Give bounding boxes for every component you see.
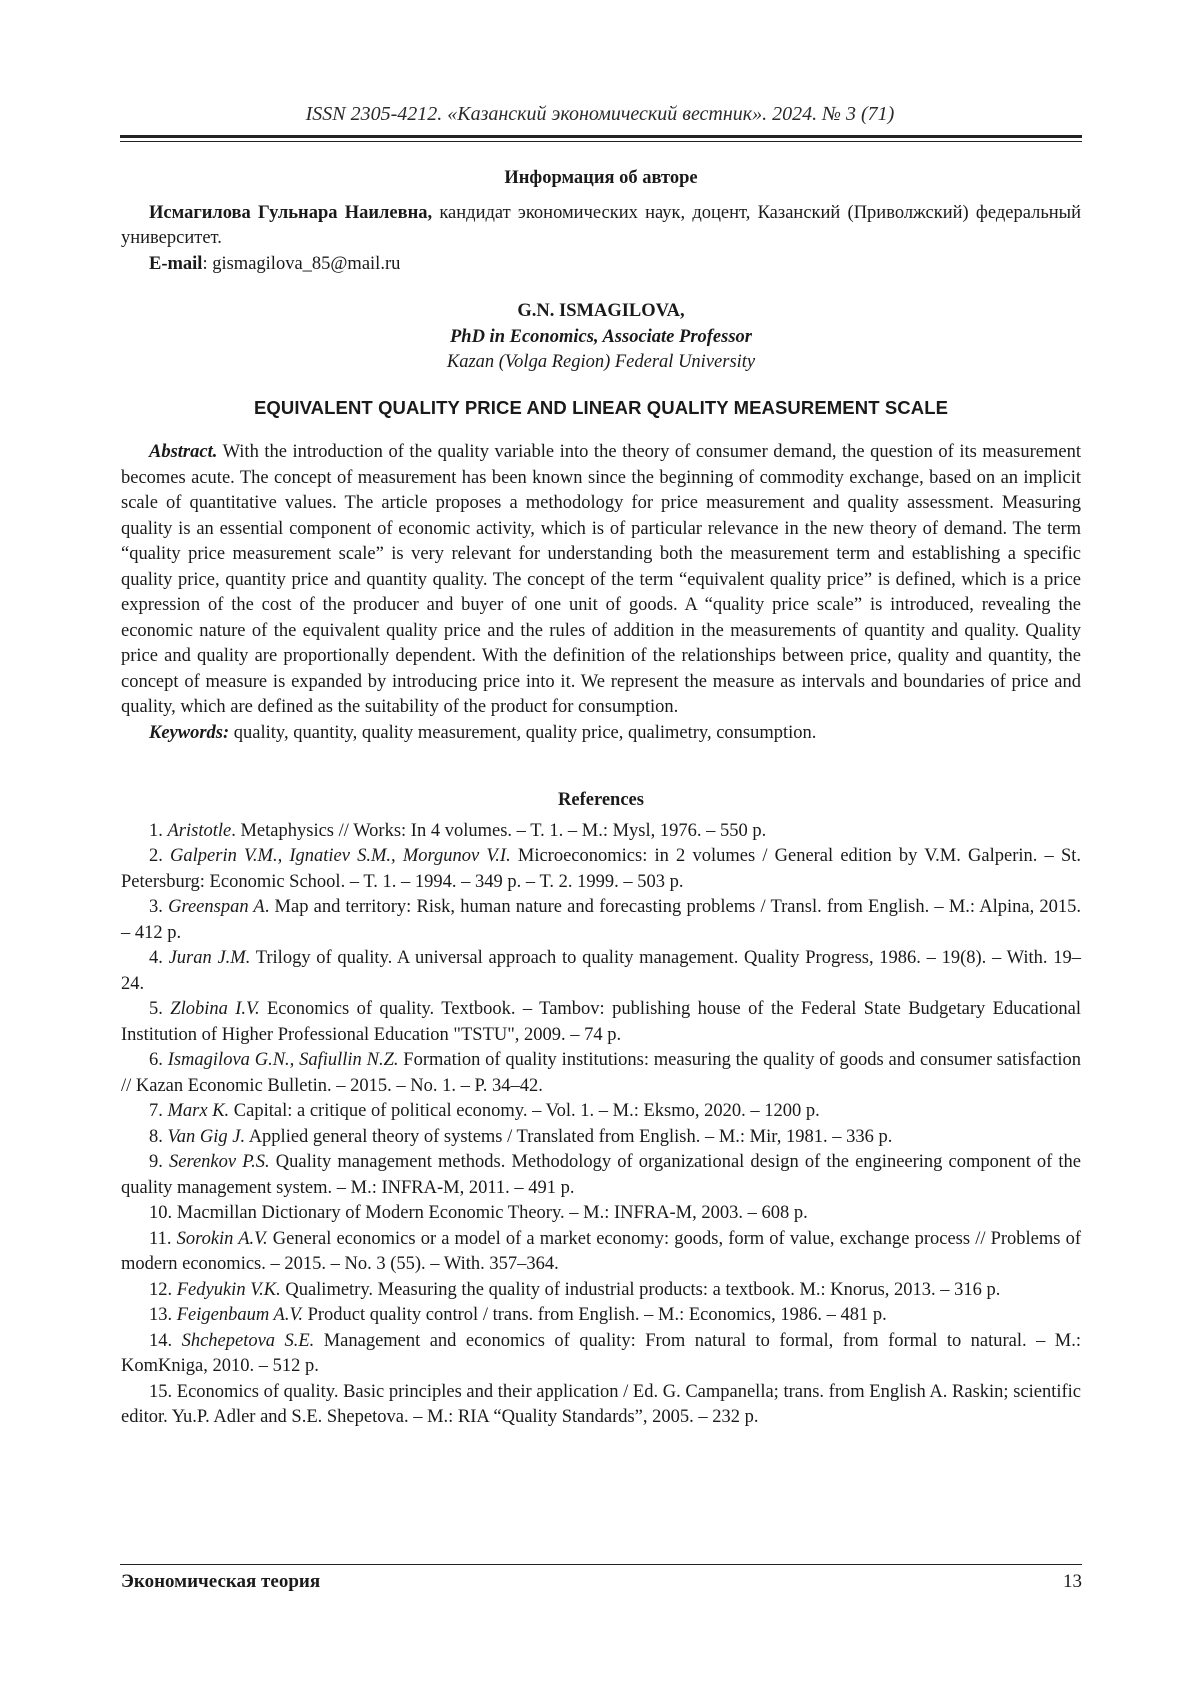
reference-text: General economics or a model of a market economy: goods, form of value, exchange process // Problems of modern economics. – 2015. – No. 3 (55). – With. 357–364. <box>121 1228 1082 1274</box>
reference-number: 4. <box>149 948 169 968</box>
reference-text: . Map and territory: Risk, human nature and forecasting problems / Transl. from English. – M.: Alpina, 2015. – 412 p. <box>121 897 1082 943</box>
reference-text: Management and economics of quality: From natural to formal, from formal to natural. – M.: KomKniga, 2010. – 512 p. <box>121 1330 1081 1376</box>
abstract-text: With the introduction of the quality variable into the theory of consumer demand, the question of its measurement becomes acute. The concept of measurement has been known since the beginning of commodity exchange, based on an implicit scale of quantitative values. The article proposes a methodology for price measurement and quality assessment. Measuring quality is an essential component of economic activity, which is of particular relevance in the new theory of demand. The term “quality price measurement scale” is very relevant for understanding both the measurement term and establishing a specific quality price, quantity price and quantity quality. The concept of the term “equivalent quality price” is defined, which is a price expression of the cost of the producer and buyer of one unit of goods. A “quality price scale” is introduced, revealing the economic nature of the equivalent quality price and the rules of addition in the measurements of quantity and quality. Quality price and quality are proportionally dependent. With the definition of the relationships between price, quality and quantity, the concept of measure is expanded by introducing price into it. We represent the measure as intervals and boundaries of price and quality, which are defined as the suitability of the product for consumption. <box>121 442 1081 717</box>
abstract-paragraph <box>121 440 1081 721</box>
reference-item <box>121 1150 1081 1201</box>
reference-text: Macmillan Dictionary of Modern Economic Theory. – M.: INFRA-M, 2003. – 608 p. <box>176 1203 808 1223</box>
author-info-paragraph <box>121 201 1081 252</box>
reference-item <box>121 1201 1081 1227</box>
header-rule-thin <box>120 141 1082 142</box>
references-heading: References <box>558 790 644 810</box>
abstract-label: Abstract. <box>149 442 218 462</box>
reference-number: 15. <box>149 1381 177 1402</box>
reference-text: Economics of quality. Textbook. – Tambov: publishing house of the Federal State Budgetary Educational Institution of Higher Professional Education "TSTU", 2009. – 74 p. <box>121 999 1082 1045</box>
reference-author: Greenspan A <box>168 897 265 917</box>
reference-item <box>121 844 1081 895</box>
author-degree-en: PhD in Economics, Associate Professor <box>449 326 752 347</box>
reference-author: Ismagilova G.N., Safiullin N.Z. <box>167 1050 399 1070</box>
reference-number: 2. <box>149 846 171 866</box>
reference-text: Quality management methods. Methodology of organizational design of the engineering component of the quality management system. – M.: INFRA-M, 2011. – 491 p. <box>121 1152 1081 1198</box>
reference-number: 7. <box>149 1101 168 1121</box>
footer-rule <box>120 1564 1082 1565</box>
footer-section-title: Экономическая теория <box>121 1571 321 1592</box>
reference-item <box>121 946 1081 997</box>
reference-text: Trilogy of quality. A universal approach to quality management. Quality Progress, 1986. – 19(8). – With. 19–24. <box>121 948 1081 994</box>
reference-number: 14. <box>149 1330 182 1351</box>
reference-author: Galperin V.M., Ignatiev S.M., Morgunov V.I. <box>170 846 511 866</box>
reference-text: Economics of quality. Basic principles and their application / Ed. G. Campanella; trans. from English A. Raskin; scientific editor. Yu.P. Adler and S.E. Shepetova. – M.: RIA “Quality Standards”, 2005. – 232 p. <box>121 1381 1081 1427</box>
reference-author: Aristotle <box>167 820 232 841</box>
reference-item <box>121 895 1081 946</box>
reference-item <box>121 1303 1081 1329</box>
reference-item <box>121 819 1081 845</box>
author-name-en: G.N. ISMAGILOVA, <box>517 301 685 321</box>
author-affiliation-en: Kazan (Volga Region) Federal University <box>446 352 756 372</box>
reference-author: Serenkov P.S. <box>169 1152 270 1172</box>
reference-author: Zlobina I.V. <box>170 999 260 1019</box>
author-info-heading: Информация об авторе <box>504 168 698 188</box>
reference-author: Juran J.M. <box>168 948 251 968</box>
keywords-label: Keywords: <box>149 722 230 743</box>
email-value: : gismagilova_85@mail.ru <box>202 253 401 274</box>
reference-text: Microeconomics: in 2 volumes / General edition by V.M. Galperin. – St. Petersburg: Economic School. – T. 1. – 1994. – 349 p. – T. 2. 1999. – 503 p. <box>121 846 1081 892</box>
reference-author: Feigenbaum A.V. <box>176 1305 303 1325</box>
email-label: E-mail <box>149 253 203 274</box>
page-number: 13 <box>1063 1571 1082 1592</box>
reference-text: Capital: a critique of political economy. – Vol. 1. – M.: Eksmo, 2020. – 1200 p. <box>229 1101 820 1121</box>
reference-item <box>121 1099 1081 1125</box>
reference-number: 11. <box>149 1228 177 1249</box>
reference-item <box>121 1278 1081 1304</box>
reference-text: Applied general theory of systems / Translated from English. – M.: Mir, 1981. – 336 p. <box>245 1126 893 1147</box>
reference-item <box>121 1125 1081 1151</box>
reference-number: 10. <box>149 1203 177 1223</box>
references-list <box>121 819 1081 1431</box>
keywords-paragraph <box>121 721 1081 747</box>
reference-text: Product quality control / trans. from English. – M.: Economics, 1986. – 481 p. <box>302 1305 887 1325</box>
reference-number: 3. <box>149 897 169 917</box>
reference-text: . Metaphysics // Works: In 4 volumes. – T. 1. – M.: Mysl, 1976. – 550 p. <box>231 820 767 841</box>
reference-text: Formation of quality institutions: measuring the quality of goods and consumer satisfaction // Kazan Economic Bulletin. – 2015. – No. 1. – P. 34–42. <box>121 1050 1081 1096</box>
reference-author: Van Gig J. <box>167 1126 246 1147</box>
reference-number: 12. <box>149 1279 177 1300</box>
reference-text: Qualimetry. Measuring the quality of industrial products: a textbook. M.: Knorus, 2013. – 316 p. <box>280 1279 1001 1300</box>
reference-author: Sorokin A.V. <box>176 1228 268 1249</box>
page-content <box>121 166 1081 1431</box>
header-rule-thick <box>120 135 1082 138</box>
running-head: ISSN 2305-4212. «Казанский экономический вестник». 2024. № 3 (71) <box>305 103 895 125</box>
author-email-line <box>121 252 1081 278</box>
reference-number: 6. <box>149 1050 168 1070</box>
author-name-ru: Исмагилова Гульнара Наилевна, <box>149 202 433 223</box>
reference-author: Fedyukin V.K. <box>176 1279 281 1300</box>
reference-author: Marx K. <box>167 1101 230 1121</box>
article-title: EQUIVALENT QUALITY PRICE AND LINEAR QUALITY MEASUREMENT SCALE <box>253 396 949 418</box>
reference-item <box>121 997 1081 1048</box>
reference-author: Shchepetova S.E. <box>181 1330 315 1351</box>
reference-number: 8. <box>149 1126 168 1147</box>
reference-item <box>121 1227 1081 1278</box>
reference-number: 13. <box>149 1305 177 1325</box>
reference-item <box>121 1329 1081 1380</box>
reference-number: 9. <box>149 1152 169 1172</box>
reference-number: 5. <box>149 999 171 1019</box>
reference-number: 1. <box>149 820 168 841</box>
author-description-ru: кандидат экономических наук, доцент, Казанский (Приволжский) федеральный университет. <box>121 202 1081 248</box>
reference-item <box>121 1380 1081 1431</box>
reference-item <box>121 1048 1081 1099</box>
keywords-text: quality, quantity, quality measurement, quality price, qualimetry, consumption. <box>229 722 817 743</box>
